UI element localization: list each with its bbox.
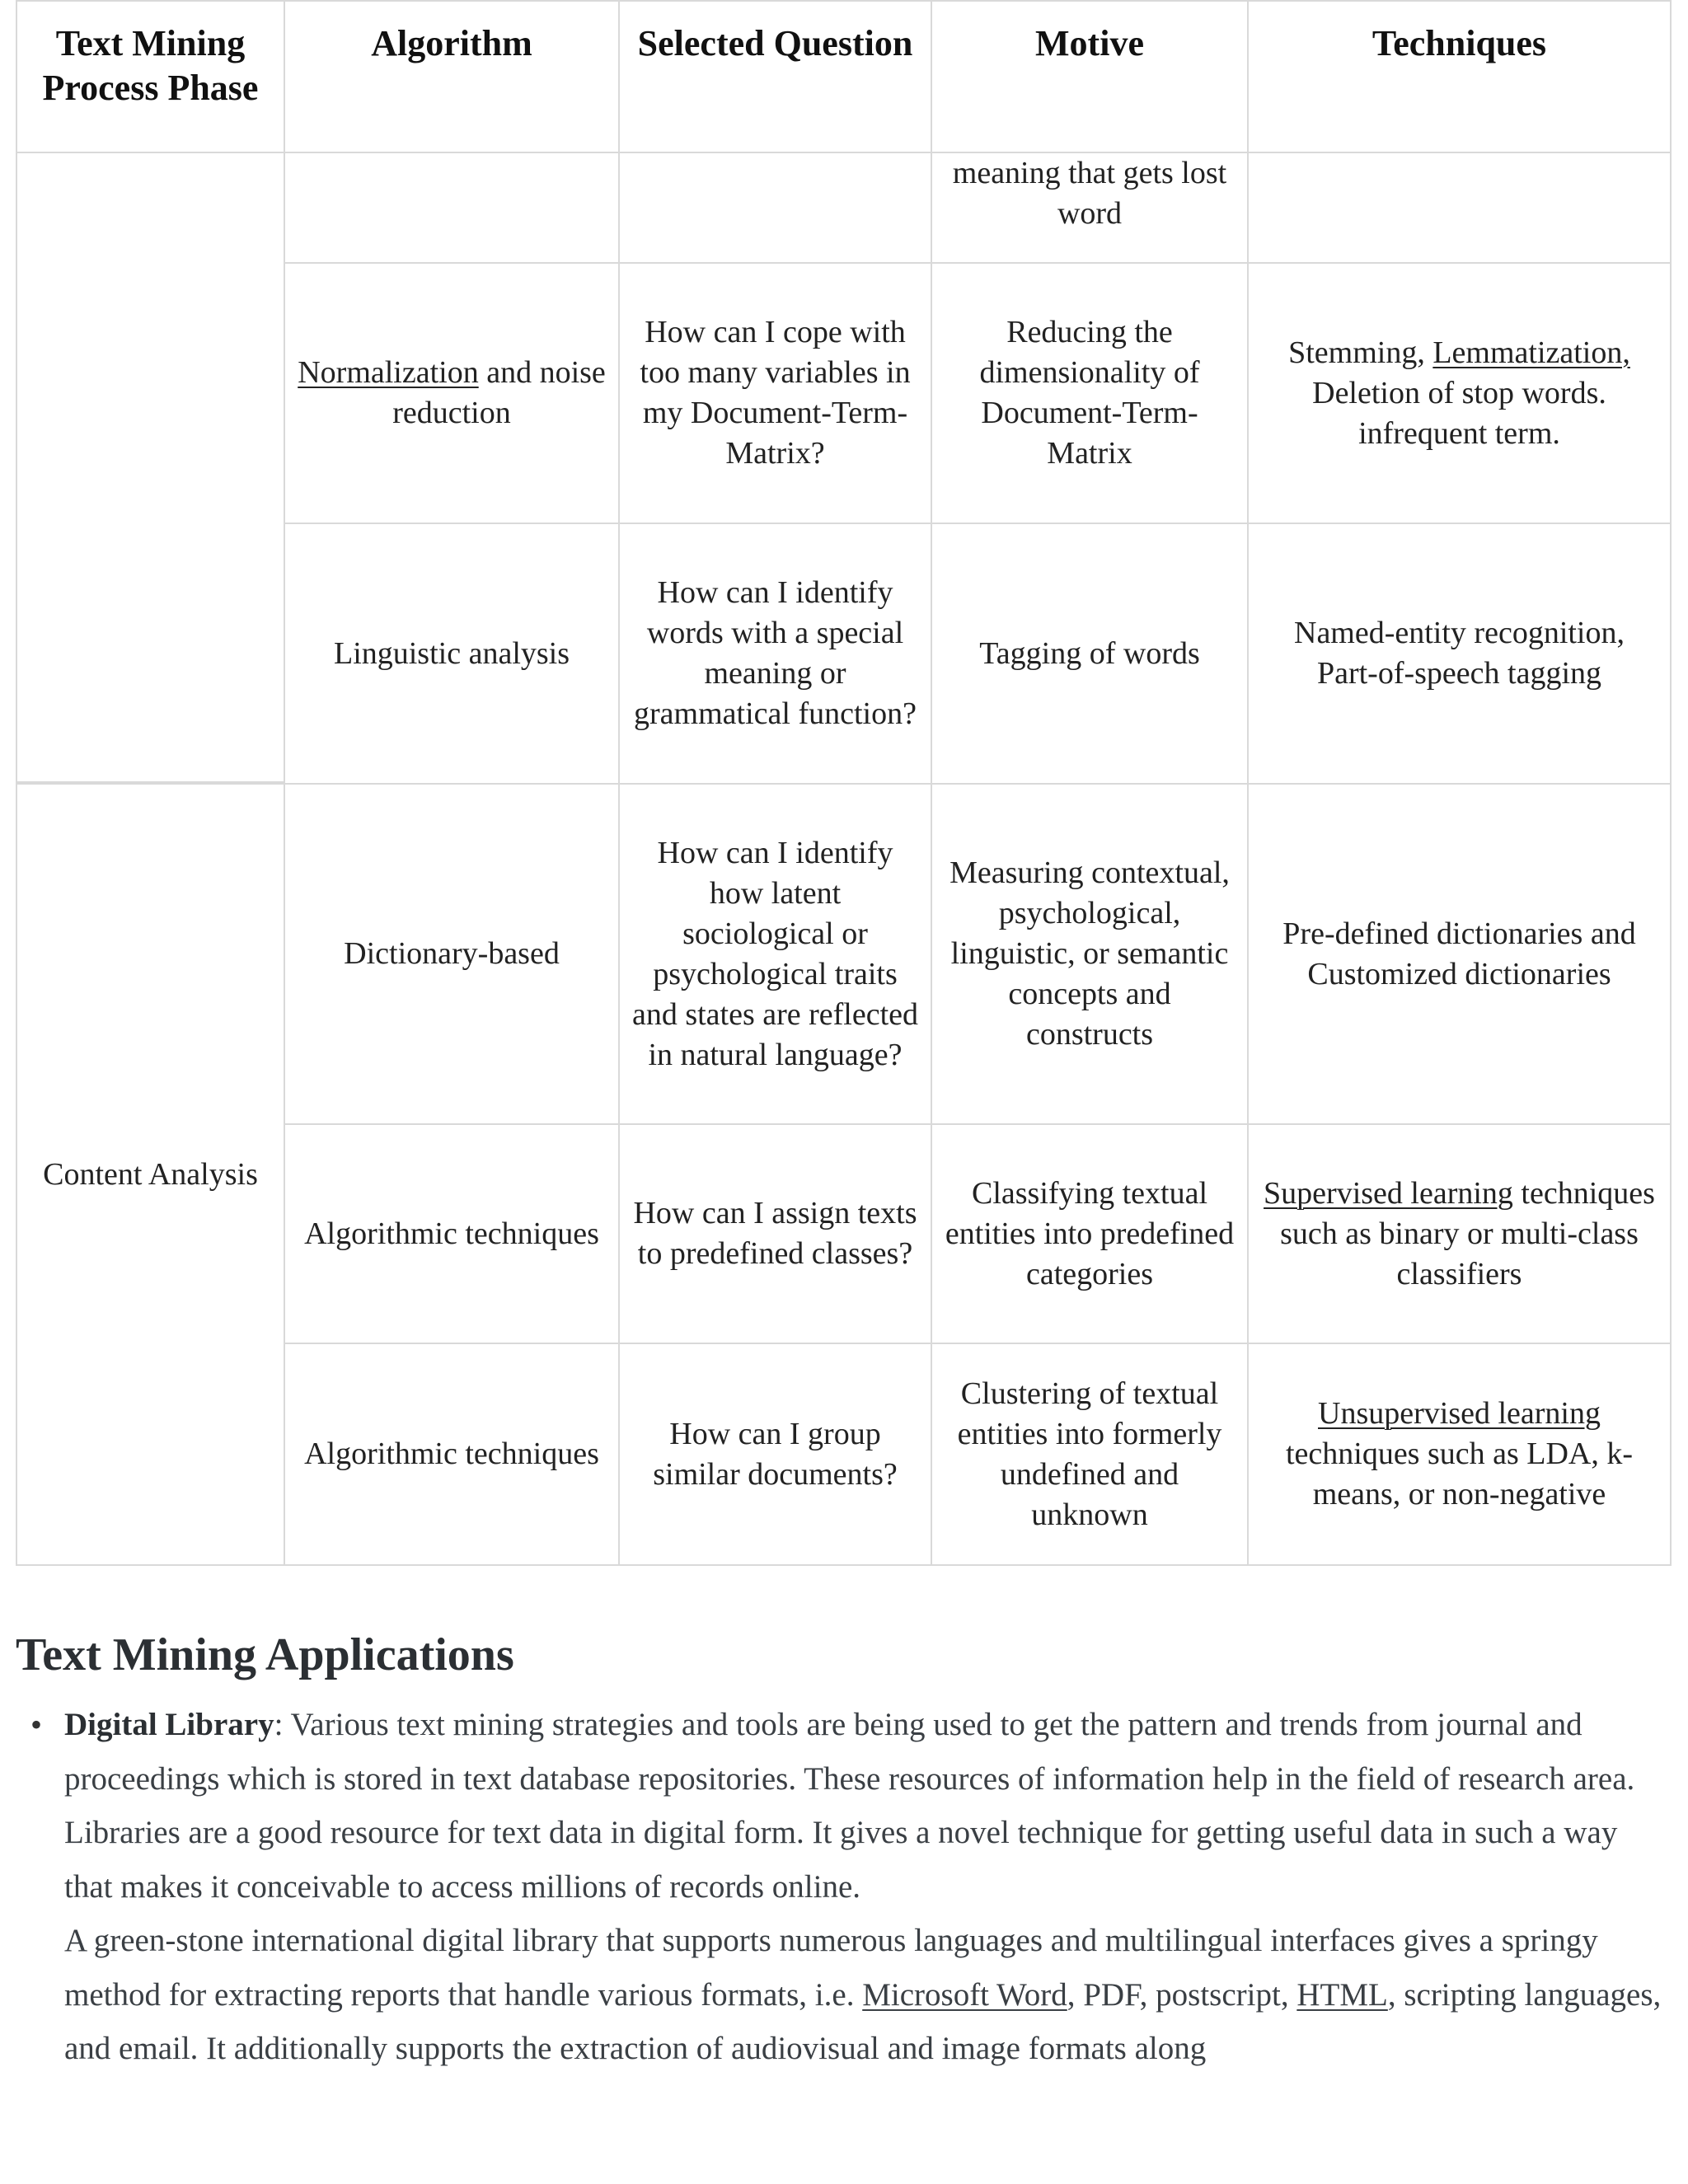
header-motive: Motive [931, 0, 1249, 153]
row1-motive: Reducing the dimensionality of Document-Term-Matrix [931, 262, 1249, 524]
phase-content-analysis: Content Analysis [16, 783, 285, 1566]
row3-motive: Measuring contextual, psychological, linguistic, or semantic concepts and constructs [931, 783, 1249, 1125]
row5-motive: Clustering of textual entities into formerly undefined and unknown [931, 1343, 1249, 1566]
cont-motive-cell [931, 152, 1249, 264]
unsupervised-learning-link[interactable]: Unsupervised learning [1318, 1396, 1601, 1431]
row1-techniques [1247, 262, 1672, 524]
row1-algorithm-rest: and noise reduction [392, 355, 606, 430]
row5-tech-rest: techniques such as LDA, k-means, or non-negative [1285, 1436, 1634, 1511]
row5-techniques [1247, 1343, 1672, 1566]
lemmatization-link[interactable]: Lemmatization, [1432, 335, 1630, 370]
row5-question: How can I group similar documents? [618, 1343, 932, 1566]
html-link[interactable]: HTML [1296, 1976, 1388, 2013]
row1-algorithm [284, 262, 620, 524]
item-sep: : [274, 1707, 284, 1742]
row2-motive: Tagging of words [931, 523, 1249, 785]
normalization-link[interactable]: Normalization [298, 355, 479, 390]
row3-algorithm: Dictionary-based [284, 783, 620, 1125]
row2-question: How can I identify words with a special meaning or grammatical function? [618, 523, 932, 785]
row1-question: How can I cope with too many variables in my Document-Term-Matrix? [618, 262, 932, 524]
header-algorithm: Algorithm [284, 0, 620, 153]
supervised-learning-link[interactable]: Supervised learning [1264, 1175, 1513, 1211]
header-phase: Text Mining Process Phase [16, 0, 285, 153]
cont-techniques-cell [1247, 152, 1672, 264]
section-heading: Text Mining Applications [16, 1629, 514, 1680]
row1-tech-a: Stemming, [1288, 335, 1425, 370]
row3-techniques: Pre-defined dictionaries and Customized dictionaries [1247, 783, 1672, 1125]
row4-question: How can I assign texts to predefined classes? [618, 1123, 932, 1344]
list-item-digital-library [16, 1698, 1672, 2076]
row2-algorithm: Linguistic analysis [284, 523, 620, 785]
item-paragraph-1: Various text mining strategies and tools are being used to get the pattern and trends from journal and proceedings which is stored in text database repositories. These resources of information help in the field of research area. Libraries are a good resource for text data in digital form. It gives a novel technique for getting useful data in such a way that makes it conceivable to access millions of records online. [64, 1707, 1635, 1905]
row4-algorithm: Algorithmic techniques [284, 1123, 620, 1344]
item-title: Digital Library [64, 1707, 274, 1742]
item-paragraph-2c: , scripting languages, and email. It additionally supports the extraction of audiovisual and image formats along [64, 1976, 1662, 2066]
row4-motive: Classifying textual entities into predefined categories [931, 1123, 1249, 1344]
cont-algorithm-cell [284, 152, 620, 264]
header-selected-question: Selected Question [618, 0, 932, 153]
item-paragraph-2b: , PDF, postscript, [1067, 1976, 1289, 2013]
item-paragraph-2a: A green-stone international digital library that supports numerous languages and multilingual interfaces gives a springy method for extracting reports that handle various formats, i.e. [64, 1923, 1598, 2013]
row4-tech-rest: techniques such as binary or multi-class classifiers [1280, 1175, 1655, 1291]
text-mining-table [16, 0, 1672, 1566]
row5-algorithm: Algorithmic techniques [284, 1343, 620, 1566]
row3-question: How can I identify how latent sociological or psychological traits and states are reflected in natural language? [618, 783, 932, 1125]
microsoft-word-link[interactable]: Microsoft Word [862, 1976, 1067, 2013]
cont-motive-text: meaning that gets lost word [952, 156, 1227, 231]
row1-tech-b: Deletion of stop words. infrequent term. [1312, 375, 1606, 451]
applications-section [16, 1622, 1672, 2076]
header-techniques: Techniques [1247, 0, 1672, 153]
bullet-icon: • [30, 1706, 43, 1743]
phase-cell-continued [16, 152, 285, 783]
row2-techniques: Named-entity recognition, Part-of-speech tagging [1247, 523, 1672, 785]
cont-question-cell [618, 152, 932, 264]
row4-techniques [1247, 1123, 1672, 1344]
